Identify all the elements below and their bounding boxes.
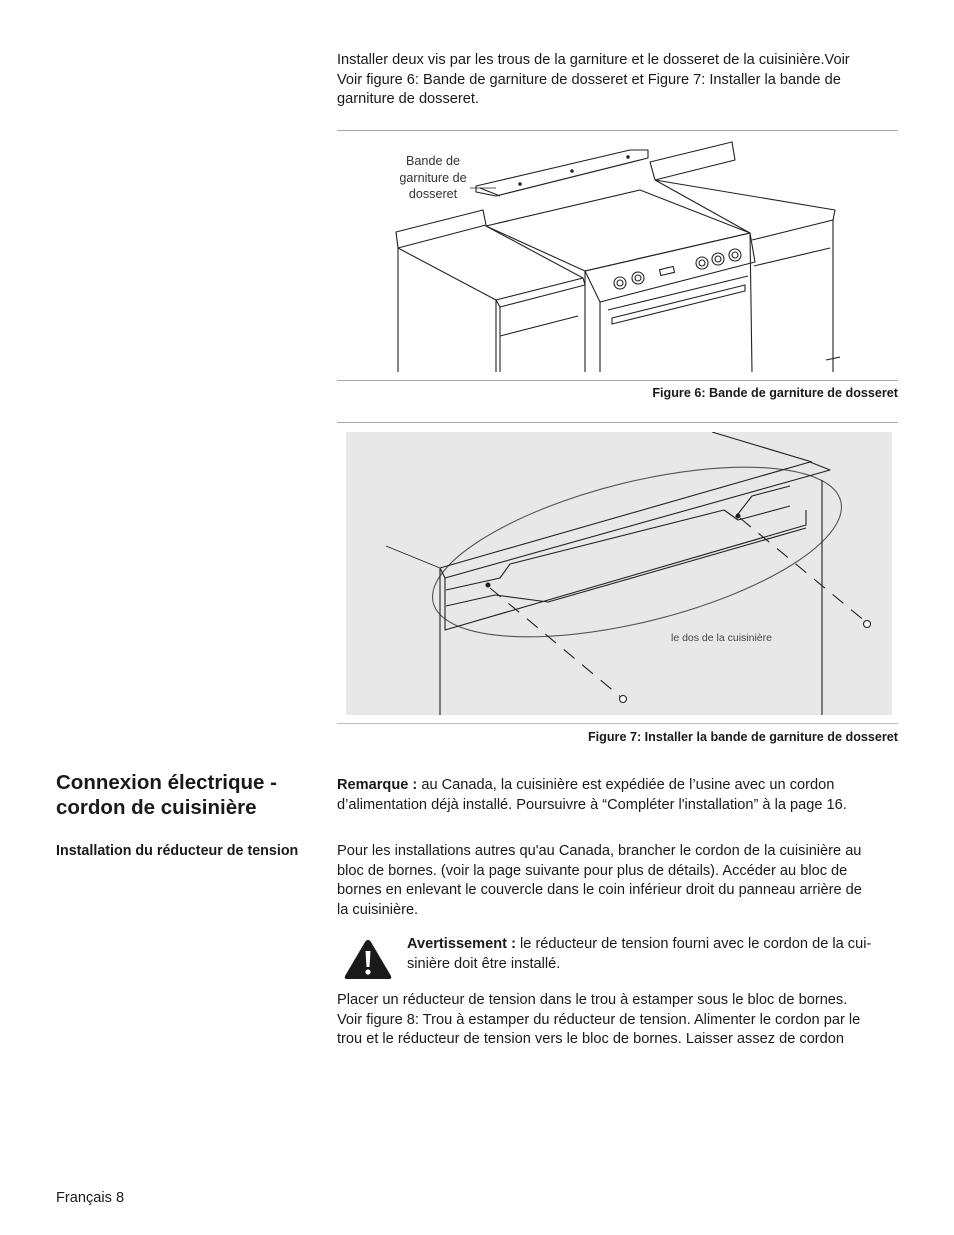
figure7-caption: Figure 7: Installer la bande de garniture de dosseret [587,730,898,744]
figure7-trim-installation-illustration [346,432,892,715]
warning-paragraph [407,935,899,974]
paragraph-line: Placer un réducteur de tension dans le trou à estamper sous le bloc de bornes. [337,992,848,1008]
figure7-label: le dos de la cuisinière [671,632,772,644]
remarque-line: d’alimentation déjà installé. Poursuivre à “Compléter l'installation” à la page 16. [337,796,847,813]
warning-label: Avertissement : [407,936,516,952]
remarque-text: au Canada, la cuisinière est expédiée de l’usine avec un cordon [421,777,835,793]
installation-paragraph [337,842,898,920]
figure7-top-rule [337,422,898,423]
warning-text: le réducteur de tension fourni avec le cordon de la cui- [520,936,872,952]
figure7-bottom-rule [337,723,898,724]
warning-line: sinière doit être installé. [407,955,561,972]
section-subtitle: Installation du réducteur de tension [56,843,299,859]
figure6-caption: Figure 6: Bande de garniture de dosseret [652,386,898,400]
strain-relief-paragraph [337,991,898,1050]
paragraph-line: trou et le réducteur de tension vers le bloc de bornes. Laisser assez de cordon [337,1031,845,1048]
paragraph-line: Pour les installations autres qu'au Canada, brancher le cordon de la cuisinière au [337,843,862,859]
remarque-line [337,776,898,796]
intro-paragraph [337,51,898,110]
paragraph-line: bornes en enlevant le couvercle dans le coin inférieur droit du panneau arrière de [337,882,862,899]
intro-line: Installer deux vis par les trous de la garniture et le dosseret de la cuisinière.Voir [337,52,850,68]
paragraph-line: la cuisinière. [337,901,419,918]
paragraph-line: bloc de bornes. (voir la page suivante pour plus de détails). Accéder au bloc de [337,862,848,879]
remarque-paragraph [337,776,898,815]
remarque-label: Remarque : [337,777,418,793]
page-footer: Français 8 [56,1190,125,1206]
paragraph-line: Voir figure 8: Trou à estamper du réducteur de tension. Alimenter le cordon par le [337,1011,861,1028]
figure6-label: Bande de garniture de dosseret [399,154,467,201]
figure6-bottom-rule [337,380,898,381]
figure6-top-rule [337,130,898,131]
intro-line: garniture de dosseret. [337,91,479,108]
section-title: Connexion électrique - cordon de cuisinière [56,771,277,819]
intro-line: Voir figure 6: Bande de garniture de dosseret et Figure 7: Installer la bande de [337,71,841,88]
warning-triangle-icon [343,938,393,982]
warning-line [407,935,899,955]
